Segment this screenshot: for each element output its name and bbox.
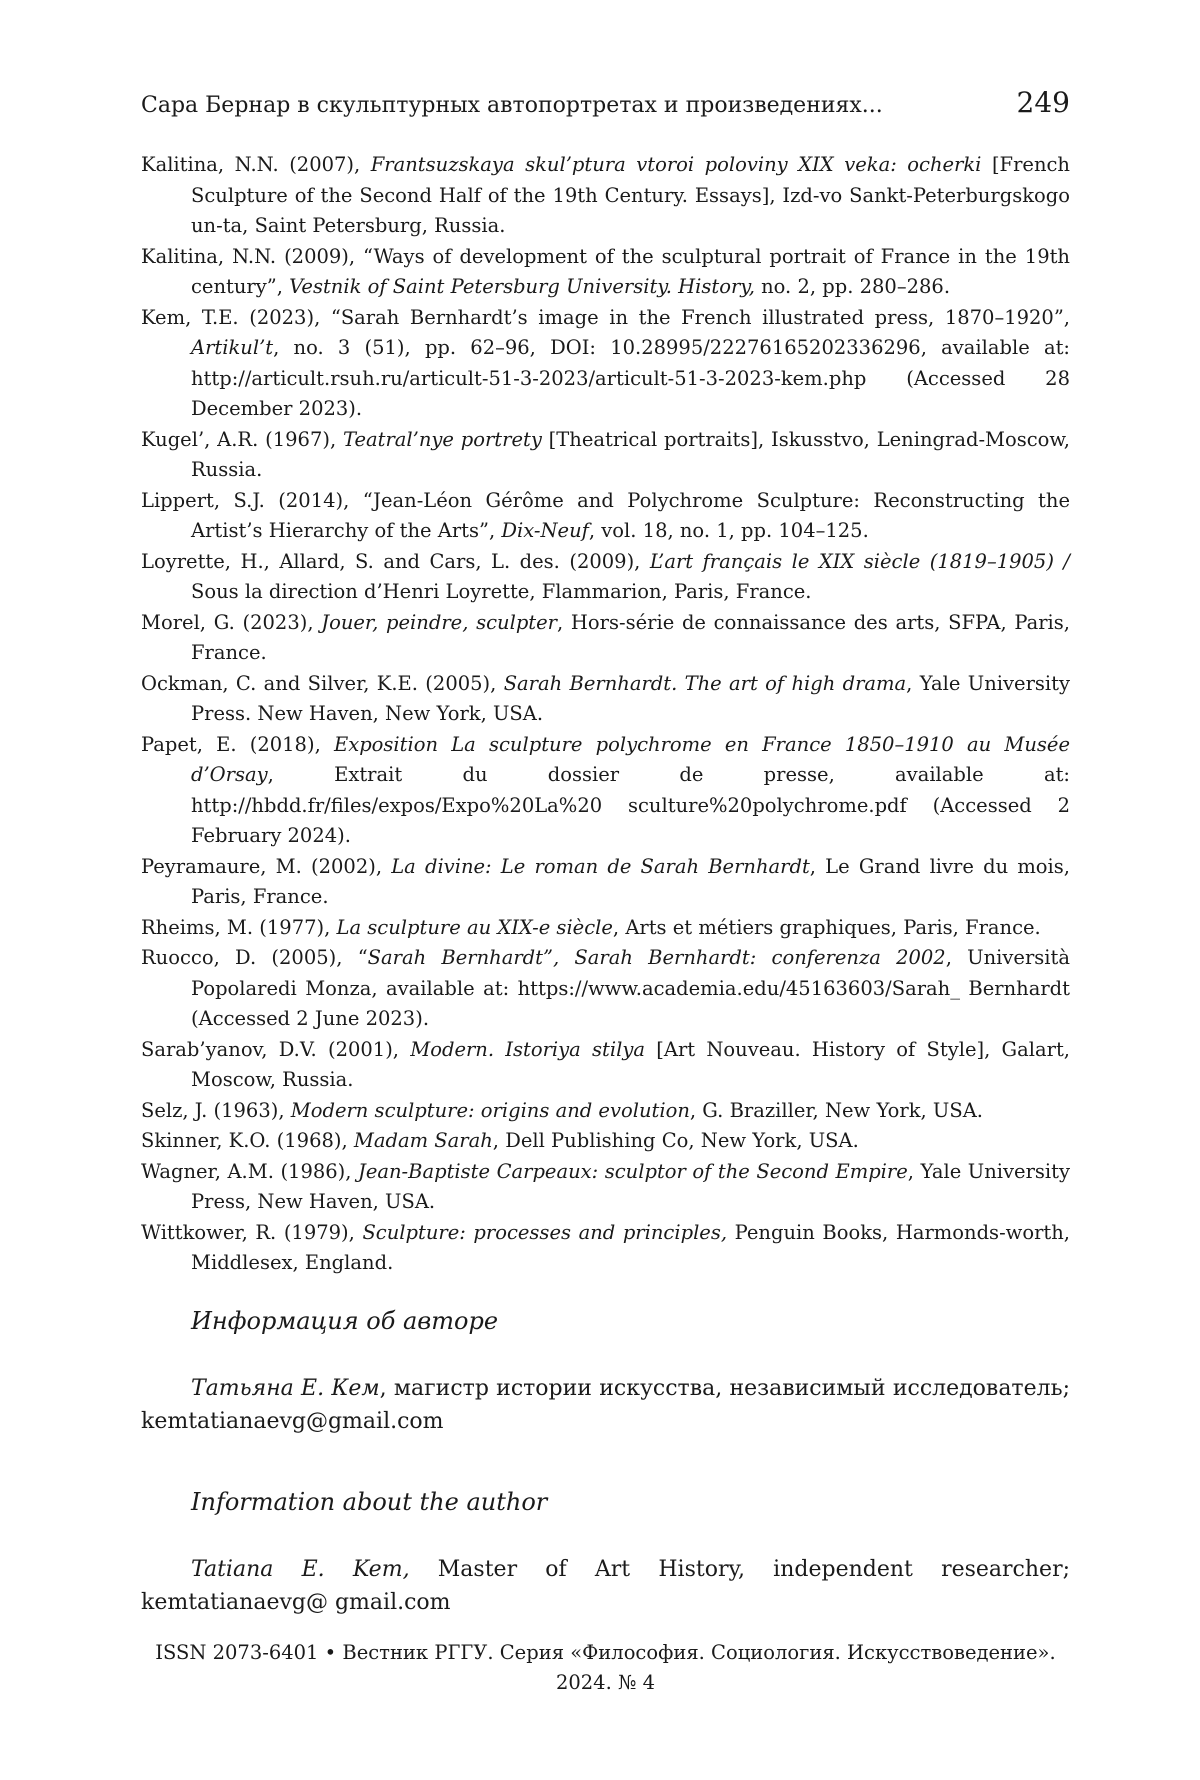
reference-entry: Kugel’, A.R. (1967), Teatral’nye portrety [Theatrical portraits], Iskusstvo, Leningrad-Moscow, Russia. bbox=[141, 427, 1070, 481]
running-header bbox=[141, 86, 1070, 119]
author-info-ru bbox=[141, 1305, 1070, 1438]
reference-entry: Kem, T.E. (2023), “Sarah Bernhardt’s image in the French illustrated press, 1870–1920”, Artikul’t, no. 3 (51), pp. 62–96, DOI: 10.28995/22276165202336296, available at: http://articult.rsuh.ru/articult-51-3-2023/articult-51-3-2023-kem.php (Accessed 28 December 2023). bbox=[141, 305, 1070, 420]
author-name-en: Tatiana E. Kem, bbox=[191, 1557, 410, 1582]
author-info-ru-text: Татьяна Е. Кем, магистр истории искусства, независимый исследователь; kemtatianaevg@gmail.com bbox=[141, 1376, 1070, 1434]
reference-entry: Selz, J. (1963), Modern sculpture: origins and evolution, G. Braziller, New York, USA. bbox=[141, 1098, 983, 1122]
reference-entry: Loyrette, H., Allard, S. and Cars, L. des. (2009), L’art français le XIX siècle (1819–1905) / Sous la direction d’Henri Loyrette, Flammarion, Paris, France. bbox=[141, 549, 1070, 603]
reference-entry: Wittkower, R. (1979), Sculpture: processes and principles, Penguin Books, Harmonds-worth, Middlesex, England. bbox=[141, 1220, 1070, 1274]
reference-entry: Ruocco, D. (2005), “Sarah Bernhardt”, Sarah Bernhardt: conferenza 2002, Università Popolaredi Monza, available at: https://www.academia.edu/45163603/Sarah_ Bernhardt (Accessed 2 June 2023). bbox=[141, 946, 1070, 1030]
footer-journal-line: ISSN 2073-6401 • Вестник РГГУ. Серия «Философия. Социология. Искусствоведение». bbox=[155, 1641, 1056, 1664]
author-info-en-heading: Information about the author bbox=[191, 1488, 548, 1516]
reference-entry: Peyramaure, M. (2002), La divine: Le roman de Sarah Bernhardt, Le Grand livre du mois, Paris, France. bbox=[141, 854, 1070, 908]
reference-entry: Kalitina, N.N. (2009), “Ways of development of the sculptural portrait of France in the 19th century”, Vestnik of Saint Petersburg University. History, no. 2, pp. 280–286. bbox=[141, 244, 1070, 298]
reference-entry: Rheims, M. (1977), La sculpture au XIX-e siècle, Arts et métiers graphiques, Paris, France. bbox=[141, 915, 1041, 939]
author-info-ru-heading: Информация об авторе bbox=[191, 1307, 499, 1335]
author-info-en bbox=[141, 1486, 1070, 1619]
author-name-ru: Татьяна Е. Кем bbox=[191, 1376, 380, 1401]
reference-entry: Lippert, S.J. (2014), “Jean-Léon Gérôme and Polychrome Sculpture: Reconstructing the Artist’s Hierarchy of the Arts”, Dix-Neuf, vol. 18, no. 1, pp. 104–125. bbox=[141, 488, 1070, 542]
footer-issue-line: 2024. № 4 bbox=[555, 1671, 656, 1694]
reference-entry: Wagner, A.M. (1986), Jean-Baptiste Carpeaux: sculptor of the Second Empire, Yale University Press, New Haven, USA. bbox=[141, 1159, 1071, 1213]
reference-entry: Morel, G. (2023), Jouer, peindre, sculpter, Hors-série de connaissance des arts, SFPA, Paris, France. bbox=[141, 610, 1070, 664]
reference-entry: Skinner, K.O. (1968), Madam Sarah, Dell Publishing Co, New York, USA. bbox=[141, 1129, 859, 1152]
reference-list bbox=[141, 150, 1070, 1279]
journal-footer bbox=[141, 1638, 1070, 1698]
author-info-en-text: Tatiana E. Kem, Master of Art History, independent researcher; kemtatianaevg@ gmail.com bbox=[141, 1557, 1070, 1615]
reference-entry: Sarab’yanov, D.V. (2001), Modern. Istoriya stilya [Art Nouveau. History of Style], Galart, Moscow, Russia. bbox=[141, 1037, 1070, 1091]
reference-entry: Papet, E. (2018), Exposition La sculpture polychrome en France 1850–1910 au Musée d’Orsay, Extrait du dossier de presse, available at: http://hbdd.fr/files/expos/Expo%20La%20 sculture%20polychrome.pdf (Accessed 2 February 2024). bbox=[141, 732, 1071, 847]
running-title: Сара Бернар в скульптурных автопортретах и произведениях... bbox=[141, 93, 883, 118]
page-number: 249 bbox=[1016, 86, 1070, 119]
reference-entry: Kalitina, N.N. (2007), Frantsuzskaya skul’ptura vtoroi poloviny XIX veka: ocherki [French Sculpture of the Second Half of the 19th Century. Essays], Izd-vo Sankt-Peterburgskogo un-ta, Saint Petersburg, Russia. bbox=[141, 153, 1070, 237]
reference-entry: Ockman, C. and Silver, K.E. (2005), Sarah Bernhardt. The art of high drama, Yale University Press. New Haven, New York, USA. bbox=[141, 671, 1070, 725]
